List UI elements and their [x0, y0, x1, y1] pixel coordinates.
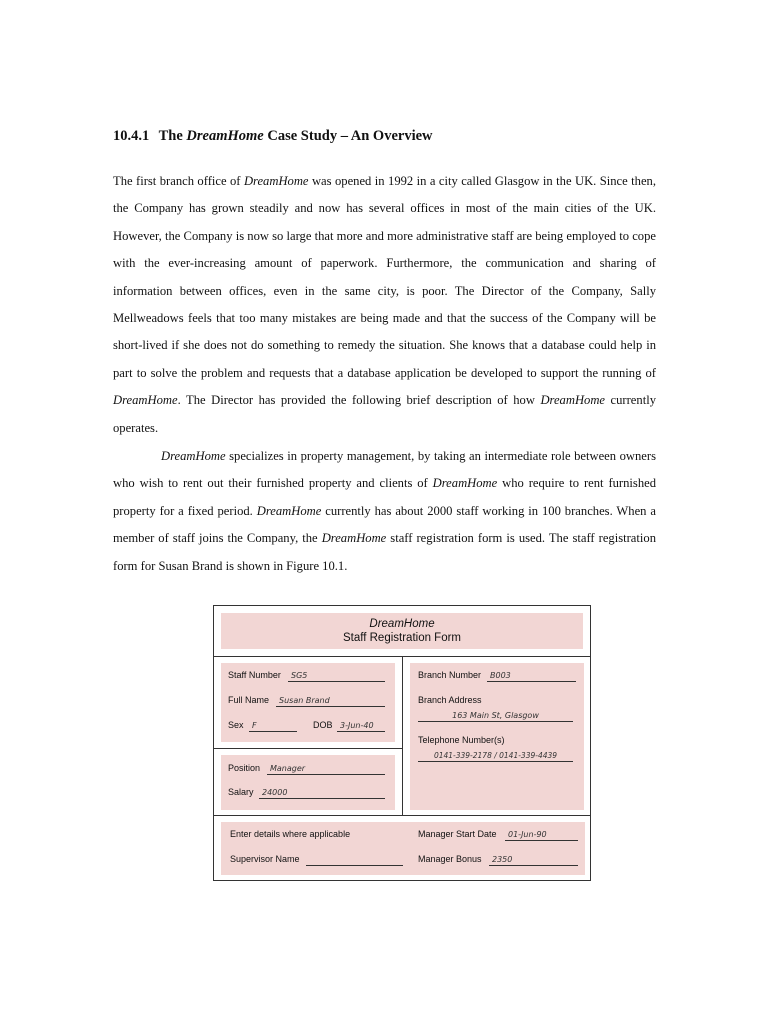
emphasis-run: DreamHome	[540, 393, 606, 408]
salary-label: Salary	[228, 787, 254, 797]
emphasis-run: DreamHome	[113, 393, 178, 408]
manager-bonus-field[interactable]: 2350	[489, 854, 578, 866]
section-number: 10.4.1	[113, 128, 150, 144]
sex-field[interactable]: F	[249, 720, 297, 732]
text-run: currently operates.	[113, 393, 656, 435]
salary-field[interactable]: 24000	[259, 787, 385, 799]
divider	[214, 815, 590, 816]
telephone-label: Telephone Number(s)	[418, 735, 505, 745]
form-brand: DreamHome	[369, 618, 435, 630]
full-name-field[interactable]: Susan Brand	[276, 695, 385, 707]
text-run: who require to rent furnished property for a fixed period.	[113, 476, 657, 518]
divider	[214, 748, 402, 749]
branch-number-label: Branch Number	[418, 670, 482, 680]
divider	[402, 656, 403, 815]
sex-label: Sex	[228, 720, 244, 730]
section-title-prefix: The	[158, 128, 183, 144]
position-label: Position	[228, 763, 261, 773]
staff-number-label: Staff Number	[228, 670, 281, 680]
manager-start-field[interactable]: 01-Jun-90	[505, 829, 578, 841]
section-title-suffix: Case Study – An Overview	[267, 128, 433, 144]
emphasis-run: DreamHome	[243, 174, 309, 188]
text-run: . The Director has provided the following brief description of how	[177, 393, 541, 408]
emphasis-run: DreamHome	[161, 449, 226, 463]
emphasis-run: DreamHome	[256, 503, 322, 518]
position-field[interactable]: Manager	[267, 763, 385, 775]
branch-address-label: Branch Address	[418, 695, 482, 705]
emphasis-run: DreamHome	[321, 531, 387, 546]
full-name-label: Full Name	[228, 695, 270, 705]
paragraph-description	[113, 443, 656, 580]
enter-details-label: Enter details where applicable	[230, 829, 351, 839]
staff-registration-form	[213, 605, 591, 881]
text-run: specializes in property management, by taking an intermediate role between owners who wish to rent out their furnished property and clients of	[113, 449, 656, 491]
dob-label: DOB	[313, 720, 333, 730]
form-title: Staff Registration Form	[342, 632, 462, 644]
text-run: currently has about 2000 staff working in 100 branches. When a member of staff joins the Company, the	[113, 503, 656, 546]
emphasis-run: DreamHome	[432, 476, 498, 491]
section-heading	[113, 128, 433, 145]
supervisor-field[interactable]	[306, 854, 403, 866]
text-run: was opened in 1992 in a city called Glasgow in the UK. Since then, the Company has grown steadily and now has several offices in most of the main cities of the UK. However, the Company is now so large that more and more administrative staff are being employed to cope with the ever-increasing amount of paperwork. Furthermore, the communication and sharing of information between offices, even in the same city, is poor. The Director of the Company, Sally Mellweadows feels that too many mistakes are being made and that the success of the Company will be short-lived if she does not do something to remedy the situation. She knows that a database could help in part to solve the problem and requests that a database application be developed to support the running of	[113, 174, 656, 380]
telephone-field[interactable]: 0141-339-2178 / 0141-339-4439	[418, 750, 573, 762]
dob-field[interactable]: 3-Jun-40	[337, 720, 385, 732]
text-run: staff registration form is used. The staff registration form for Susan Brand is shown in Figure 10.1.	[113, 531, 656, 573]
form-header	[221, 613, 583, 649]
text-run: The first branch office of	[113, 174, 244, 188]
supervisor-label: Supervisor Name	[230, 854, 300, 864]
branch-number-field[interactable]: B003	[487, 670, 576, 682]
manager-bonus-label: Manager Bonus	[418, 854, 482, 864]
paragraph-intro	[113, 168, 656, 442]
branch-address-field[interactable]: 163 Main St, Glasgow	[418, 710, 573, 722]
manager-start-label: Manager Start Date	[418, 829, 497, 839]
staff-number-field[interactable]: SG5	[288, 670, 385, 682]
section-title-emphasis: DreamHome	[186, 128, 264, 144]
